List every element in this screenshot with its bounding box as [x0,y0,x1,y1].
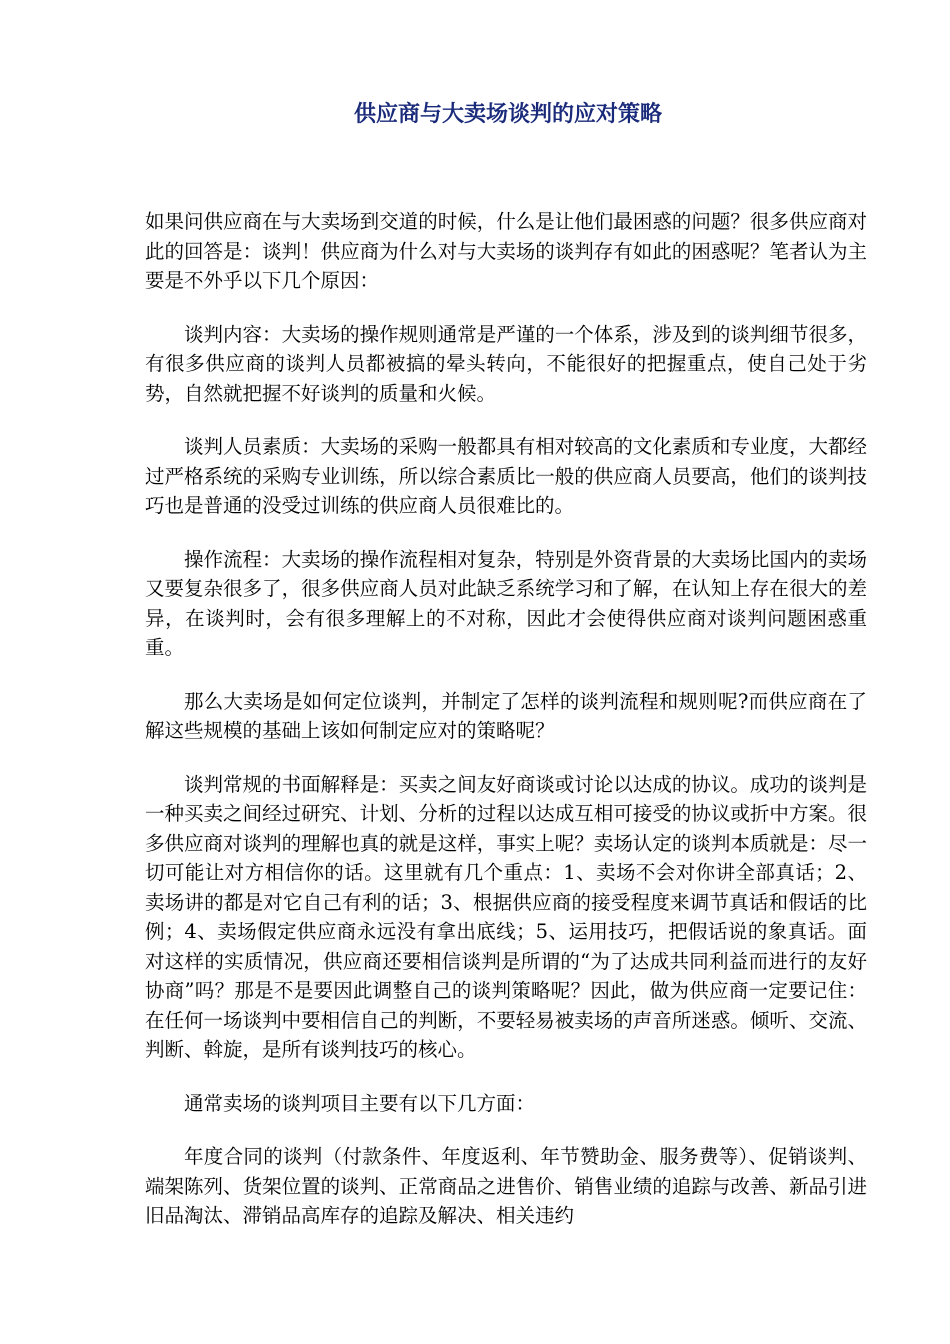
paragraph-items-intro: 通常卖场的谈判项目主要有以下几方面： [184,1091,536,1115]
paragraph-question: 那么大卖场是如何定位谈判，并制定了怎样的谈判流程和规则呢?而供应商在了解这些规模的基础上该如何制定应对的策略呢？ [145,689,867,742]
paragraph-operation-process: 操作流程：大卖场的操作流程相对复杂，特别是外资背景的大卖场比国内的卖场又要复杂很多了，很多供应商人员对此缺乏系统学习和了解，在认知上存在很大的差异，在谈判时，会有很多理解上的不对称，因此才会使得供应商对谈判问题困惑重重。 [145,547,867,659]
paragraph-annual-contract: 年度合同的谈判（付款条件、年度返利、年节赞助金、服务费等）、促销谈判、端架陈列、货架位置的谈判、正常商品之进售价、销售业绩的追踪与改善、新品引进旧品淘汰、滞销品高库存的追踪及解决、相关违约 [145,1145,867,1227]
paragraph-personnel-quality: 谈判人员素质：大卖场的采购一般都具有相对较高的文化素质和专业度，大都经过严格系统的采购专业训练，所以综合素质比一般的供应商人员要高，他们的谈判技巧也是普通的没受过训练的供应商人员很难比的。 [145,435,867,517]
document-body [145,207,867,1255]
paragraph-negotiation-content: 谈判内容：大卖场的操作规则通常是严谨的一个体系，涉及到的谈判细节很多，有很多供应商的谈判人员都被搞的晕头转向，不能很好的把握重点，使自己处于劣势，自然就把握不好谈判的质量和火候。 [145,322,867,405]
document-title: 供应商与大卖场谈判的应对策略 [353,102,662,127]
paragraph-definition: 谈判常规的书面解释是：买卖之间友好商谈或讨论以达成的协议。成功的谈判是一种买卖之间经过研究、计划、分析的过程以达成互相可接受的协议或折中方案。很多供应商对谈判的理解也真的就是这样，事实上呢？卖场认定的谈判本质就是：尽一切可能让对方相信你的话。这里就有几个重点：1、卖场不会对你讲全部真话；2、卖场讲的都是对它自己有利的话；3、根据供应商的接受程度来调节真话和假话的比例；4、卖场假定供应商永远没有拿出底线；5、运用技巧，把假话说的象真话。面对这样的实质情况，供应商还要相信谈判是所谓的“为了达成共同利益而进行的友好协商”吗？那是不是要因此调整自己的谈判策略呢？因此，做为供应商一定要记住：在任何一场谈判中要相信自己的判断，不要轻易被卖场的声音所迷惑。倾听、交流、判断、斡旋，是所有谈判技巧的核心。 [145,772,867,1061]
paragraph-intro: 如果问供应商在与大卖场到交道的时候，什么是让他们最困惑的问题？很多供应商对此的回答是：谈判！供应商为什么对与大卖场的谈判存有如此的困惑呢？笔者认为主要是不外乎以下几个原因： [145,210,867,292]
